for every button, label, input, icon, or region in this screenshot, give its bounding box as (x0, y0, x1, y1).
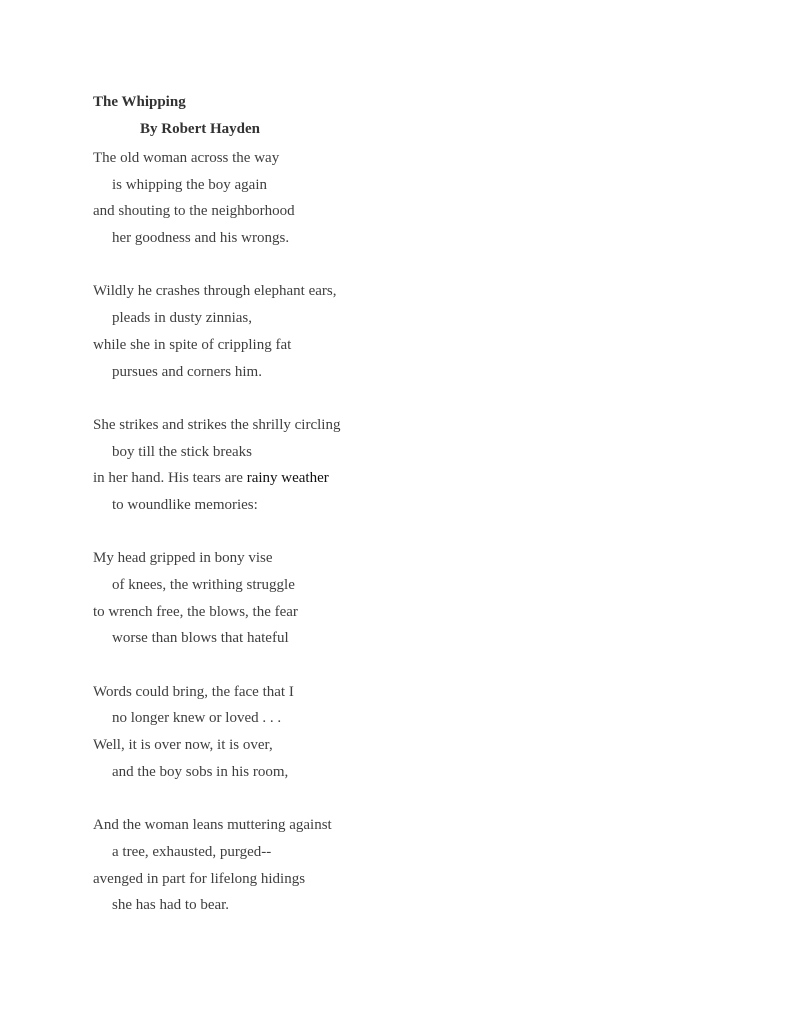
poem-line: Words could bring, the face that I (93, 683, 294, 700)
poem-line: pleads in dusty zinnias, (112, 310, 252, 327)
stanza-6 (93, 812, 693, 919)
poem-line: while she in spite of crippling fat (93, 336, 292, 353)
poem-line: she has had to bear. (112, 897, 230, 914)
poem-line: no longer knew or loved . . . (112, 710, 282, 727)
poem-line: My head gripped in bony vise (93, 550, 273, 567)
poem-line: Well, it is over now, it is over, (93, 737, 273, 754)
poem-line: worse than blows that hateful (112, 630, 289, 647)
poem-body (93, 145, 693, 919)
poem-line-text: in her hand. His tears are (93, 470, 247, 487)
poem-line: avenged in part for lifelong hidings (93, 870, 306, 887)
poem-line-highlight: rainy weather (246, 470, 329, 487)
poem-line: is whipping the boy again (112, 176, 267, 193)
poem-line: of knees, the writhing struggle (112, 577, 295, 593)
poem-line: pursues and corners him. (112, 363, 262, 380)
stanza-3 (93, 412, 693, 519)
poem-line: She strikes and strikes the shrilly circling (93, 416, 341, 433)
poem-line: a tree, exhausted, purged-- (112, 843, 272, 860)
stanza-2 (93, 278, 693, 385)
poem-line: her goodness and his wrongs. (112, 230, 290, 247)
poem-line (93, 465, 693, 492)
poem-line: And the woman leans muttering against (93, 817, 332, 834)
poem-title: The Whipping (93, 94, 186, 110)
poem-line: to wrench free, the blows, the fear (93, 603, 298, 620)
stanza-5 (93, 679, 693, 786)
poem-line: Wildly he crashes through elephant ears, (93, 283, 337, 300)
poem-line: and the boy sobs in his room, (112, 763, 289, 780)
poem-line: boy till the stick breaks (112, 443, 252, 460)
poem-line: to woundlike memories: (112, 496, 258, 513)
stanza-4 (93, 545, 693, 652)
poem-line: The old woman across the way (93, 150, 280, 166)
poem-author: By Robert Hayden (140, 121, 260, 137)
poem-line: and shouting to the neighborhood (93, 203, 295, 220)
stanza-1 (93, 145, 693, 252)
